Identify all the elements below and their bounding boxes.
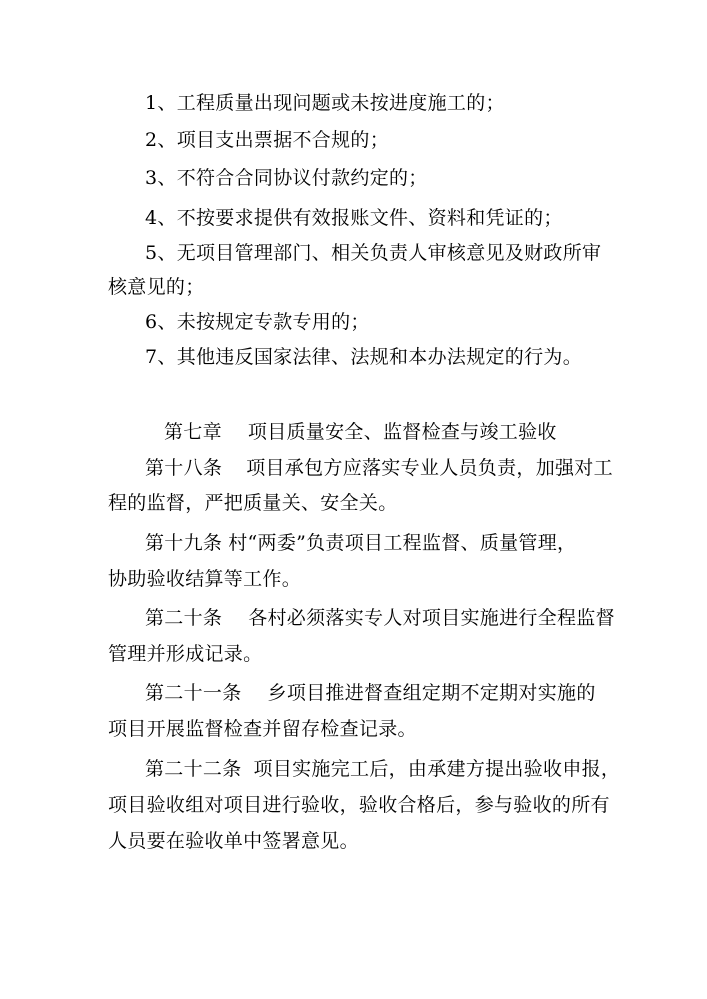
- article-19-text: 村“两委”负责项目工程监督、质量管理，: [228, 532, 577, 554]
- article-20-number: 第二十条: [145, 607, 223, 629]
- article-22-text: 项目实施完工后，由承建方提出验收申报，: [253, 758, 621, 780]
- list-item-3: 3、不符合合同协议付款约定的；: [145, 167, 428, 189]
- chapter-heading: [164, 419, 557, 445]
- list-item-6: 6、未按规定专款专用的；: [145, 311, 370, 333]
- chapter-title: 项目质量安全、监督检查与竣工验收: [247, 421, 557, 443]
- article-19-line-1: [145, 530, 576, 556]
- article-22-line-1: [145, 756, 620, 782]
- list-item-5: 5、无项目管理部门、相关负责人审核意见及财政所审: [145, 242, 602, 264]
- list-item-5-continued: 核意见的；: [108, 276, 205, 298]
- article-18-number: 第十八条: [145, 457, 223, 479]
- chapter-number: 第七章: [164, 421, 222, 443]
- article-20-line-2: 管理并形成记录。: [108, 643, 263, 665]
- article-18-text: 项目承包方应落实专业人员负责，加强对工: [246, 457, 613, 479]
- article-19-line-2: 协助验收结算等工作。: [108, 568, 302, 590]
- article-21-line-2: 项目开展监督检查并留存检查记录。: [108, 718, 417, 740]
- article-21-line-1: [145, 680, 596, 706]
- article-22-line-2: 项目验收组对项目进行验收，验收合格后，参与验收的所有: [108, 794, 610, 816]
- article-21-text: 乡项目推进督查组定期不定期对实施的: [267, 682, 596, 704]
- article-21-number: 第二十一条: [145, 682, 242, 704]
- article-20-line-1: [145, 605, 615, 631]
- list-item-7: 7、其他违反国家法律、法规和本办法规定的行为。: [145, 346, 582, 368]
- list-item-2: 2、项目支出票据不合规的；: [145, 129, 389, 151]
- article-20-text: 各村必须落实专人对项目实施进行全程监督: [248, 607, 615, 629]
- article-19-number: 第十九条: [145, 532, 223, 554]
- article-18-line-2: 程的监督，严把质量关、安全关。: [108, 492, 398, 514]
- article-22-number: 第二十二条: [145, 758, 242, 780]
- list-item-1: 1、工程质量出现问题或未按进度施工的；: [145, 92, 505, 114]
- list-item-4: 4、不按要求提供有效报账文件、资料和凭证的；: [145, 207, 563, 229]
- article-18-line-1: [145, 455, 613, 481]
- article-22-line-3: 人员要在验收单中签署意见。: [108, 830, 359, 852]
